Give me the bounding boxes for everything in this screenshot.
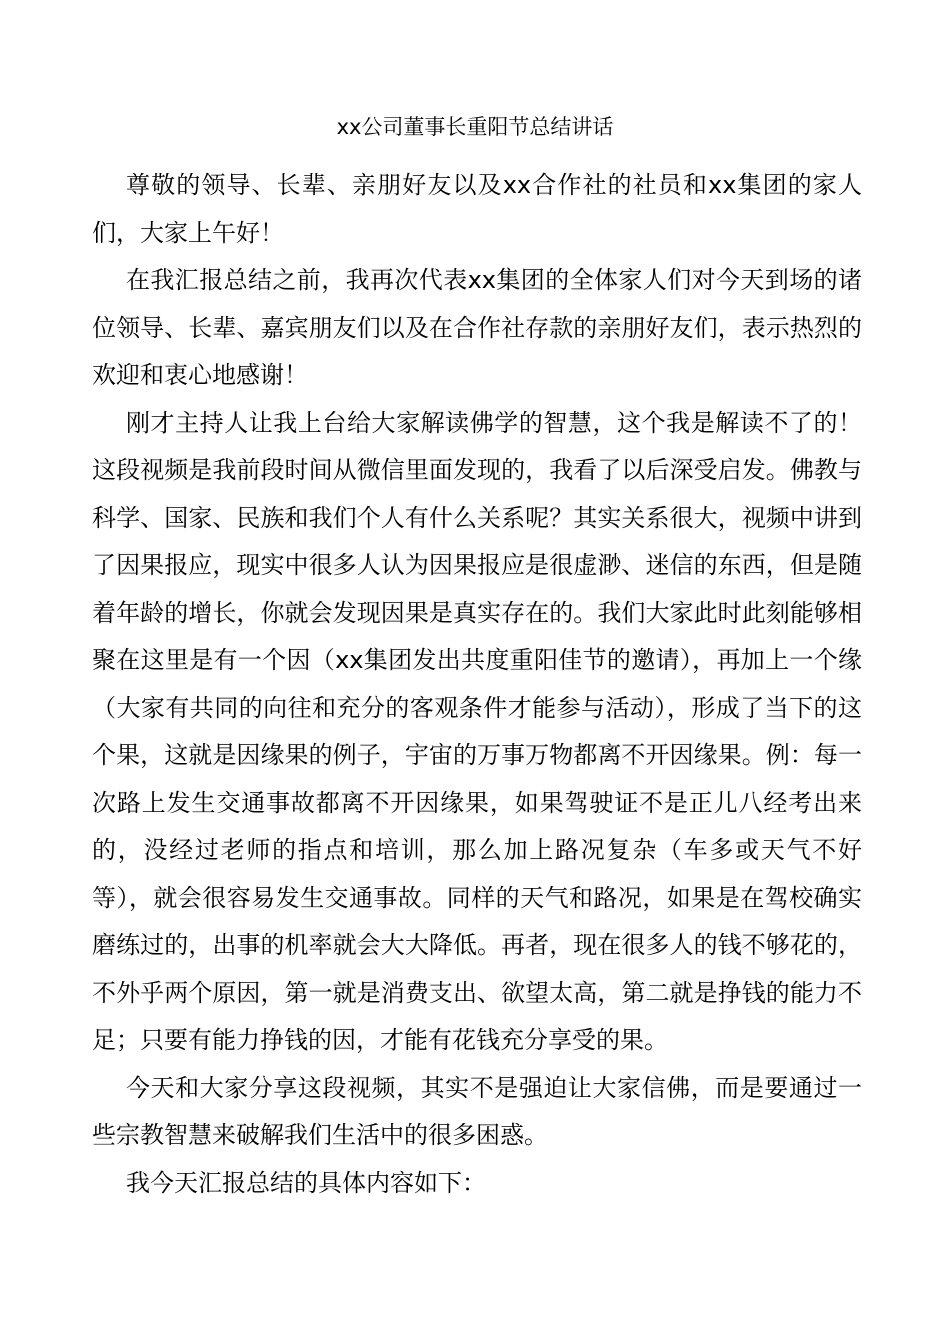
paragraph-sharing: 今天和大家分享这段视频，其实不是强迫让大家信佛，而是要通过一些宗教智慧来破解我们生活中的很多困惑。	[92, 1073, 862, 1149]
document-body	[92, 162, 862, 1207]
paragraph-welcome: 在我汇报总结之前，我再次代表xx集团的全体家人们对今天到场的诸位领导、长辈、嘉宾朋友们以及在合作社存款的亲朋好友们，表示热烈的欢迎和衷心地感谢！	[92, 266, 862, 389]
paragraph-greeting: 尊敬的领导、长辈、亲朋好友以及xx合作社的社员和xx集团的家人们，大家上午好！	[92, 171, 862, 247]
document-title: xx公司董事长重阳节总结讲话	[336, 115, 614, 139]
paragraph-karma: 刚才主持人让我上台给大家解读佛学的智慧，这个我是解读不了的！这段视频是我前段时间从微信里面发现的，我看了以后深受启发。佛教与科学、国家、民族和我们个人有什么关系呢？其实关系很大，视频中讲到了因果报应，现实中很多人认为因果报应是很虚渺、迷信的东西，但是随着年龄的增长，你就会发现因果是真实存在的。我们大家此时此刻能够相聚在这里是有一个因（xx集团发出共度重阳佳节的邀请），再加上一个缘（大家有共同的向往和充分的客观条件才能参与活动），形成了当下的这个果，这就是因缘果的例子，宇宙的万事万物都离不开因缘果。例：每一次路上发生交通事故都离不开因缘果，如果驾驶证不是正儿八经考出来的，没经过老师的指点和培训，那么加上路况复杂（车多或天气不好等），就会很容易发生交通事故。同样的天气和路况，如果是在驾校确实磨练过的，出事的机率就会大大降低。再者，现在很多人的钱不够花的，不外乎两个原因，第一就是消费支出、欲望太高，第二就是挣钱的能力不足；只要有能力挣钱的因，才能有花钱充分享受的果。	[92, 408, 862, 1054]
paragraph-outline: 我今天汇报总结的具体内容如下：	[126, 1168, 486, 1197]
